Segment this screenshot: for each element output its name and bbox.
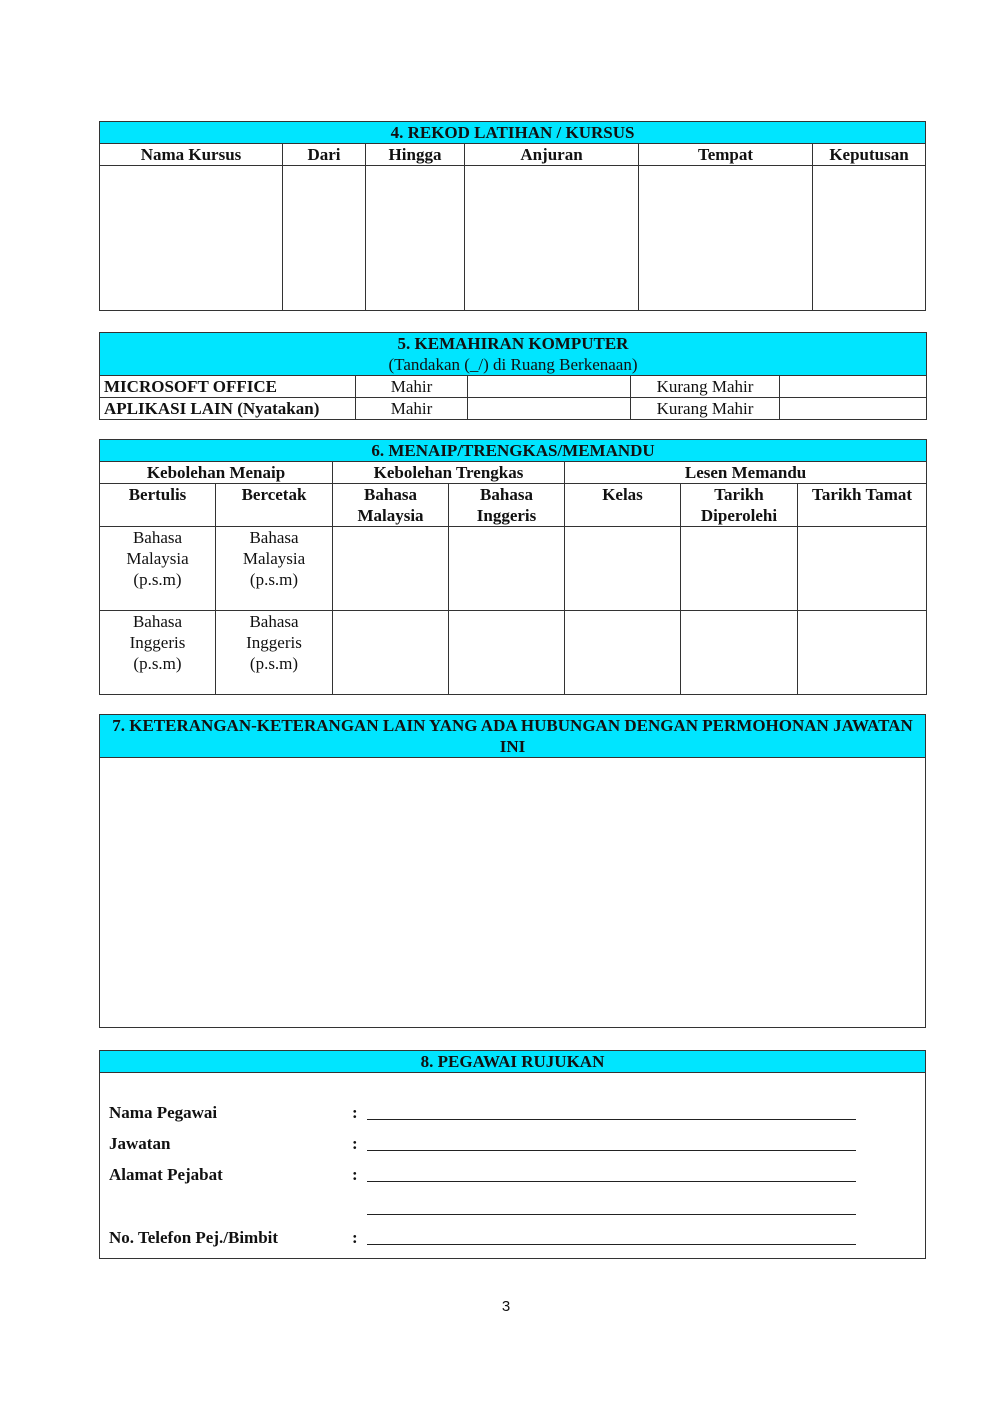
col-kelas: Kelas [565, 484, 681, 527]
col-tempat: Tempat [639, 144, 813, 166]
colon: : [352, 1228, 358, 1247]
section-5-subtitle: (Tandakan (_/) di Ruang Berkenaan) [388, 355, 638, 374]
input-no-telefon[interactable] [367, 1244, 856, 1245]
label-alamat-pejabat: Alamat Pejabat [109, 1165, 223, 1184]
input-jawatan[interactable] [367, 1150, 856, 1151]
group-lesen-memandu: Lesen Memandu [565, 462, 927, 484]
other-remarks-table [99, 714, 926, 1028]
input-anjuran[interactable] [465, 166, 639, 311]
section-7-title: 7. KETERANGAN-KETERANGAN LAIN YANG ADA HUBUNGAN DENGAN PERMOHONAN JAWATAN INI [100, 715, 926, 758]
input-tarikh-tamat[interactable] [798, 527, 927, 611]
input-tarikh-diperolehi-2[interactable] [681, 611, 798, 695]
option-kurang-mahir-label: Kurang Mahir [631, 376, 780, 398]
typing-bertulis-bm: Bahasa Malaysia (p.s.m) [100, 527, 216, 611]
colon: : [352, 1103, 358, 1122]
input-trengkas-bi[interactable] [449, 527, 565, 611]
section-6-title: 6. MENAIP/TRENGKAS/MEMANDU [100, 440, 927, 462]
remarks-textarea[interactable] [100, 758, 926, 1028]
page-number: 3 [501, 1298, 511, 1315]
input-alamat-pejabat[interactable] [367, 1181, 856, 1182]
option-kurang-mahir-label: Kurang Mahir [631, 398, 780, 420]
input-trengkas-bi-2[interactable] [449, 611, 565, 695]
col-bahasa-malaysia: Bahasa Malaysia [333, 484, 449, 527]
input-kelas[interactable] [565, 527, 681, 611]
input-trengkas-bm[interactable] [333, 527, 449, 611]
col-tarikh-diperolehi: Tarikh Diperolehi [681, 484, 798, 527]
colon: : [352, 1134, 358, 1153]
section-8-title: 8. PEGAWAI RUJUKAN [100, 1051, 926, 1073]
col-keputusan: Keputusan [813, 144, 926, 166]
training-record-table [99, 121, 926, 311]
input-tarikh-tamat-2[interactable] [798, 611, 927, 695]
input-nama-kursus[interactable] [100, 166, 283, 311]
option-mahir-label: Mahir [356, 398, 468, 420]
checkbox-kurang-mahir-lain[interactable] [780, 398, 927, 420]
typing-bertulis-bi: Bahasa Inggeris (p.s.m) [100, 611, 216, 695]
section-5-title: 5. KEMAHIRAN KOMPUTER [397, 334, 629, 353]
input-trengkas-bm-2[interactable] [333, 611, 449, 695]
input-nama-pegawai[interactable] [367, 1119, 856, 1120]
input-kelas-2[interactable] [565, 611, 681, 695]
checkbox-mahir-lain[interactable] [468, 398, 631, 420]
typing-bercetak-bm: Bahasa Malaysia (p.s.m) [216, 527, 333, 611]
label-no-telefon: No. Telefon Pej./Bimbit [109, 1228, 279, 1247]
col-dari: Dari [283, 144, 366, 166]
colon: : [352, 1165, 358, 1184]
typing-bercetak-bi: Bahasa Inggeris (p.s.m) [216, 611, 333, 695]
col-tarikh-tamat: Tarikh Tamat [798, 484, 927, 527]
input-hingga[interactable] [366, 166, 465, 311]
input-keputusan[interactable] [813, 166, 926, 311]
col-bertulis: Bertulis [100, 484, 216, 527]
col-nama-kursus: Nama Kursus [100, 144, 283, 166]
section-4-title: 4. REKOD LATIHAN / KURSUS [100, 122, 926, 144]
computer-skills-table [99, 332, 927, 420]
checkbox-kurang-mahir-office[interactable] [780, 376, 927, 398]
typing-shorthand-driving-table [99, 439, 927, 695]
group-kebolehan-menaip: Kebolehan Menaip [100, 462, 333, 484]
row-label-aplikasi-lain: APLIKASI LAIN (Nyatakan) [100, 398, 356, 420]
input-dari[interactable] [283, 166, 366, 311]
checkbox-mahir-office[interactable] [468, 376, 631, 398]
col-bahasa-inggeris: Bahasa Inggeris [449, 484, 565, 527]
input-alamat-pejabat-2[interactable] [367, 1214, 856, 1215]
col-bercetak: Bercetak [216, 484, 333, 527]
col-hingga: Hingga [366, 144, 465, 166]
input-tarikh-diperolehi[interactable] [681, 527, 798, 611]
col-anjuran: Anjuran [465, 144, 639, 166]
label-jawatan: Jawatan [109, 1134, 171, 1153]
option-mahir-label: Mahir [356, 376, 468, 398]
row-label-microsoft-office: MICROSOFT OFFICE [100, 376, 356, 398]
section-5-header [100, 333, 927, 376]
label-nama-pegawai: Nama Pegawai [109, 1103, 218, 1122]
input-tempat[interactable] [639, 166, 813, 311]
group-kebolehan-trengkas: Kebolehan Trengkas [333, 462, 565, 484]
